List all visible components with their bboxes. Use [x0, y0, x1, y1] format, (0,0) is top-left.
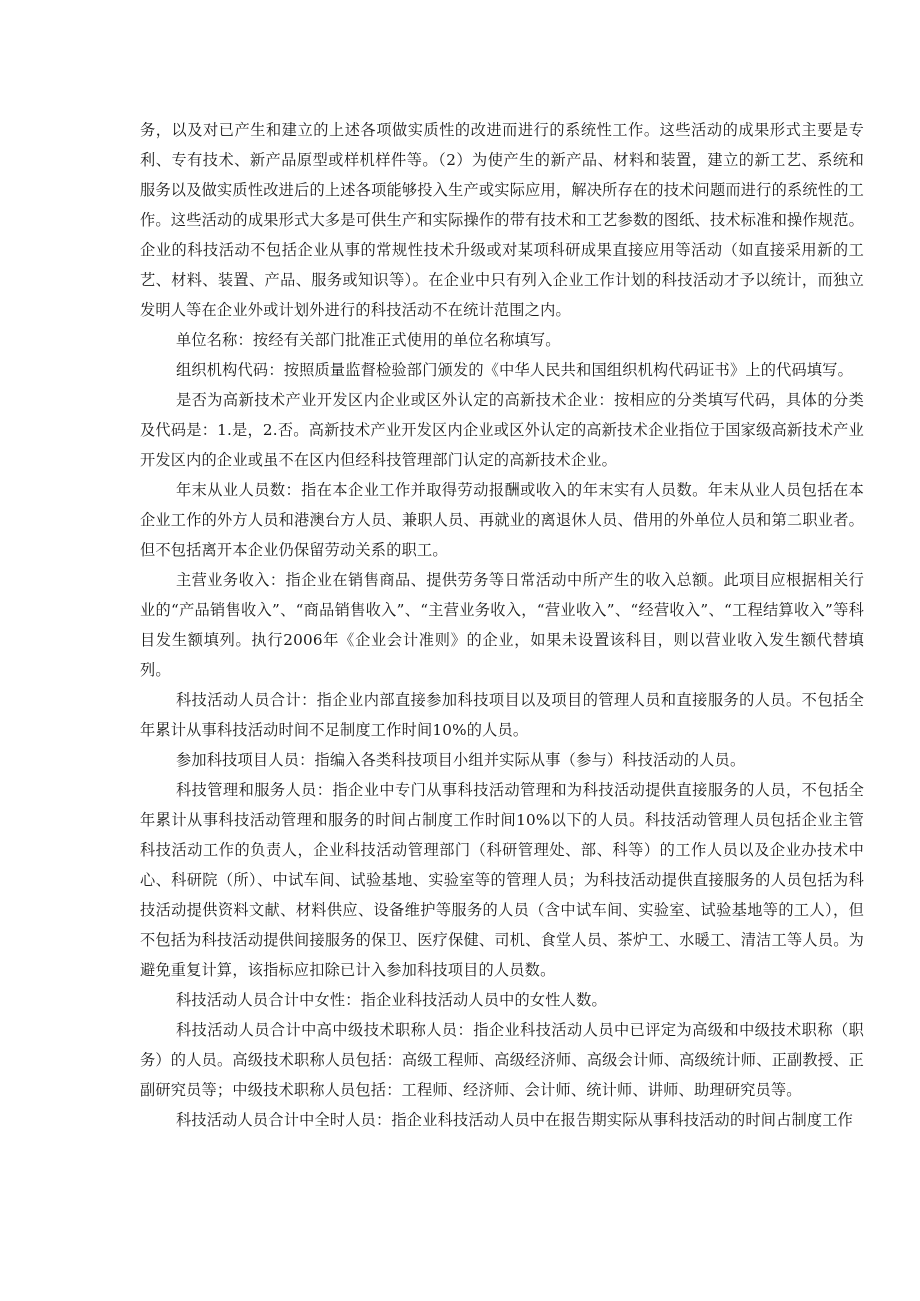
paragraph-full-time: 科技活动人员合计中全时人员：指企业科技活动人员中在报告期实际从事科技活动的时间占制度工作 — [176, 1111, 854, 1129]
paragraph-year-end-employees: 年末从业人员数：指在本企业工作并取得劳动报酬或收入的年末实有人员数。年末从业人员包括在本企业工作的外方人员和港澳台方人员、兼职人员、再就业的离退休人员、借用的外单位人员和第二职业者。但不包括离开本企业仍保留劳动关系的职工。 — [140, 481, 864, 559]
paragraph-unit-name: 单位名称：按经有关部门批准正式使用的单位名称填写。 — [176, 331, 561, 349]
paragraph-senior-mid-title: 科技活动人员合计中高中级技术职称人员：指企业科技活动人员中已评定为高级和中级技术职称（职务）的人员。高级技术职称人员包括：高级工程师、高级经济师、高级会计师、高级统计师、正副教授、正副研究员等；中级技术职称人员包括：工程师、经济师、会计师、统计师、讲师、助理研究员等。 — [140, 1021, 864, 1099]
paragraph-management-service: 科技管理和服务人员：指企业中专门从事科技活动管理和为科技活动提供直接服务的人员，不包括全年累计从事科技活动管理和服务的时间占制度工作时间10%以下的人员。科技活动管理人员包括企业主管科技活动工作的负责人，企业科技活动管理部门（科研管理处、部、科等）的工作人员以及企业办技术中心、科研院（所）、中试车间、试验基地、实验室等的管理人员；为科技活动提供直接服务的人员包括为科技活动提供资料文献、材料供应、设备维护等服务的人员（含中试车间、实验室、试验基地等的工人），但不包括为科技活动提供间接服务的保卫、医疗保健、司机、食堂人员、茶炉工、水暖工、清洁工等人员。为避免重复计算，该指标应扣除已计入参加科技项目的人员数。 — [140, 781, 864, 979]
paragraph-female-personnel: 科技活动人员合计中女性：指企业科技活动人员中的女性人数。 — [176, 991, 607, 1009]
paragraph-main-revenue: 主营业务收入：指企业在销售商品、提供劳务等日常活动中所产生的收入总额。此项目应根据相关行业的“产品销售收入”、“商品销售收入”、“主营业务收入，“营业收入”、“经营收入”、“工程结算收入”等科目发生额填列。执行2006年《企业会计准则》的企业，如果未设置该科目，则以营业收入发生额代替填列。 — [140, 571, 864, 679]
document-page — [140, 115, 864, 1135]
paragraph-continuation: 务，以及对已产生和建立的上述各项做实质性的改进而进行的系统性工作。这些活动的成果形式主要是专利、专有技术、新产品原型或样机样件等。（2）为使产生的新产品、材料和装置，建立的新工艺、系统和服务以及做实质性改进后的上述各项能够投入生产或实际应用，解决所存在的技术问题而进行的系统性的工作。这些活动的成果形式大多是可供生产和实际操作的带有技术和工艺参数的图纸、技术标准和操作规范。企业的科技活动不包括企业从事的常规性技术升级或对某项科研成果直接应用等活动（如直接采用新的工艺、材料、装置、产品、服务或知识等）。在企业中只有列入企业工作计划的科技活动才予以统计，而独立发明人等在企业外或计划外进行的科技活动不在统计范围之内。 — [140, 121, 864, 319]
paragraph-org-code: 组织机构代码：按照质量监督检验部门颁发的《中华人民共和国组织机构代码证书》上的代码填写。 — [176, 361, 854, 379]
paragraph-st-personnel-total: 科技活动人员合计：指企业内部直接参加科技项目以及项目的管理人员和直接服务的人员。不包括全年累计从事科技活动时间不足制度工作时间10%的人员。 — [140, 691, 864, 739]
paragraph-project-personnel: 参加科技项目人员：指编入各类科技项目小组并实际从事（参与）科技活动的人员。 — [176, 751, 746, 769]
paragraph-high-tech: 是否为高新技术产业开发区内企业或区外认定的高新技术企业：按相应的分类填写代码，具体的分类及代码是：1.是，2.否。高新技术产业开发区内企业或区外认定的高新技术企业指位于国家级高新技术产业开发区内的企业或虽不在区内但经科技管理部门认定的高新技术企业。 — [140, 391, 864, 469]
